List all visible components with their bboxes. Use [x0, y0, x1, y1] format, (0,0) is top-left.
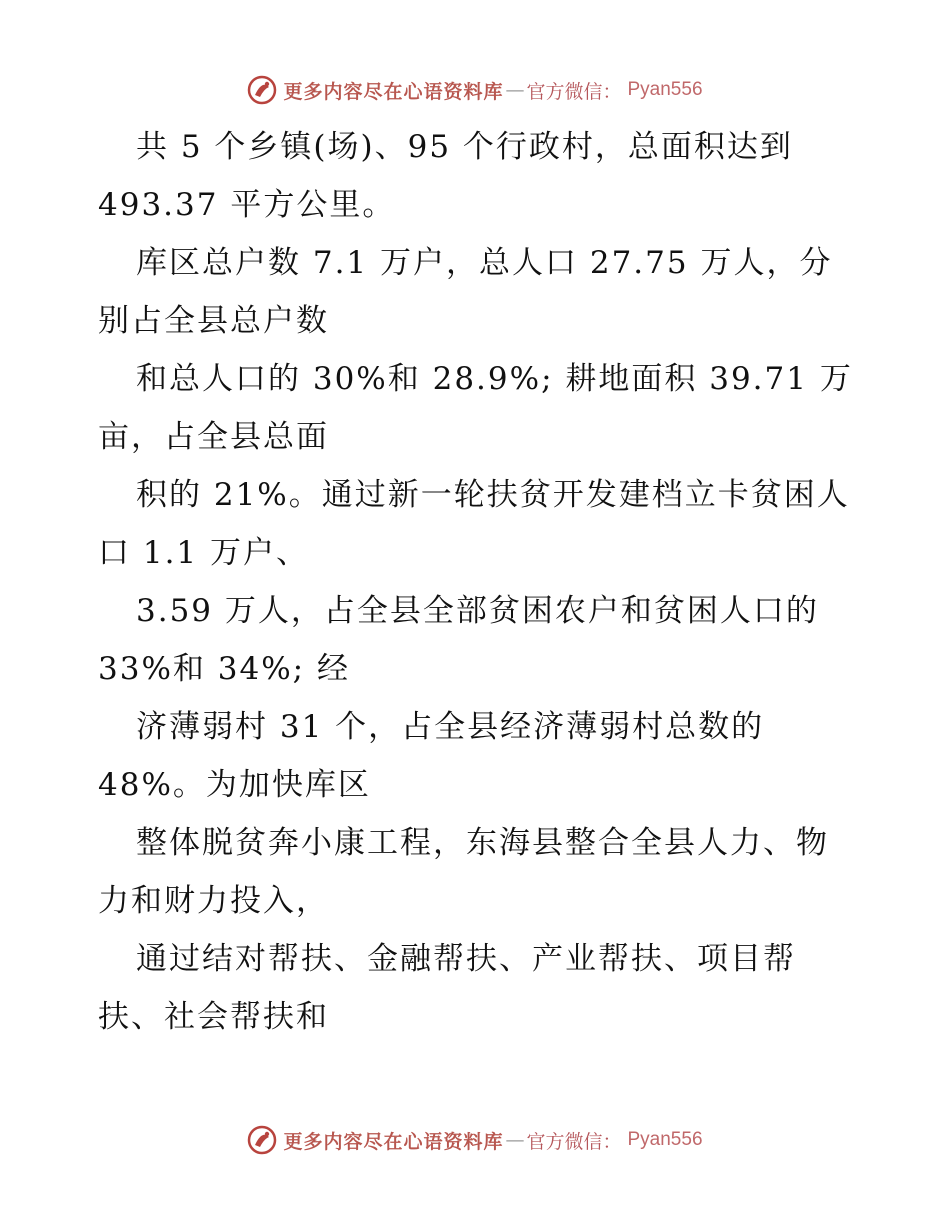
paragraph-line: 积的 21%。通过新一轮扶贫开发建档立卡贫困人 [136, 477, 850, 513]
watermark-wechat-label: 官方微信： [526, 80, 622, 103]
paragraph-line: 别占全县总户数 [98, 303, 329, 339]
paragraph-line: 共 5 个乡镇(场)、95 个行政村，总面积达到 [136, 129, 793, 165]
watermark-wechat-label: 官方微信： [526, 1130, 622, 1153]
paragraph-line: 亩，占全县总面 [98, 419, 329, 455]
seal-logo-icon [247, 75, 277, 105]
paragraph-line: 和总人口的 30%和 28.9%; 耕地面积 39.71 万 [136, 361, 853, 397]
seal-logo-icon [247, 1125, 277, 1155]
watermark-banner-bottom [0, 1120, 950, 1160]
watermark-wechat-id: Pyan556 [627, 1129, 703, 1150]
paragraph-line: 整体脱贫奔小康工程，东海县整合全县人力、物 [136, 825, 829, 861]
watermark-brand-text: 更多内容尽在心语资料库 [283, 80, 504, 103]
watermark-banner-top [0, 70, 950, 110]
paragraph-line: 48%。为加快库区 [98, 767, 371, 803]
paragraph-line: 扶、社会帮扶和 [98, 999, 329, 1035]
watermark-separator: — [505, 1129, 525, 1151]
document-body [98, 118, 858, 1046]
paragraph-line: 库区总户数 7.1 万户，总人口 27.75 万人，分 [136, 245, 833, 281]
paragraph-line: 力和财力投入， [98, 883, 329, 919]
paragraph-line: 口 1.1 万户、 [98, 535, 310, 571]
paragraph-line: 济薄弱村 31 个，占全县经济薄弱村总数的 [136, 709, 765, 745]
paragraph-line: 33%和 34%; 经 [98, 651, 350, 687]
paragraph-line: 493.37 平方公里。 [98, 187, 396, 223]
paragraph-line: 3.59 万人，占全县全部贫困农户和贫困人口的 [136, 593, 819, 629]
paragraph-line: 通过结对帮扶、金融帮扶、产业帮扶、项目帮 [136, 941, 796, 977]
watermark-brand-text: 更多内容尽在心语资料库 [283, 1130, 504, 1153]
watermark-wechat-id: Pyan556 [627, 79, 703, 100]
watermark-separator: — [505, 79, 525, 101]
